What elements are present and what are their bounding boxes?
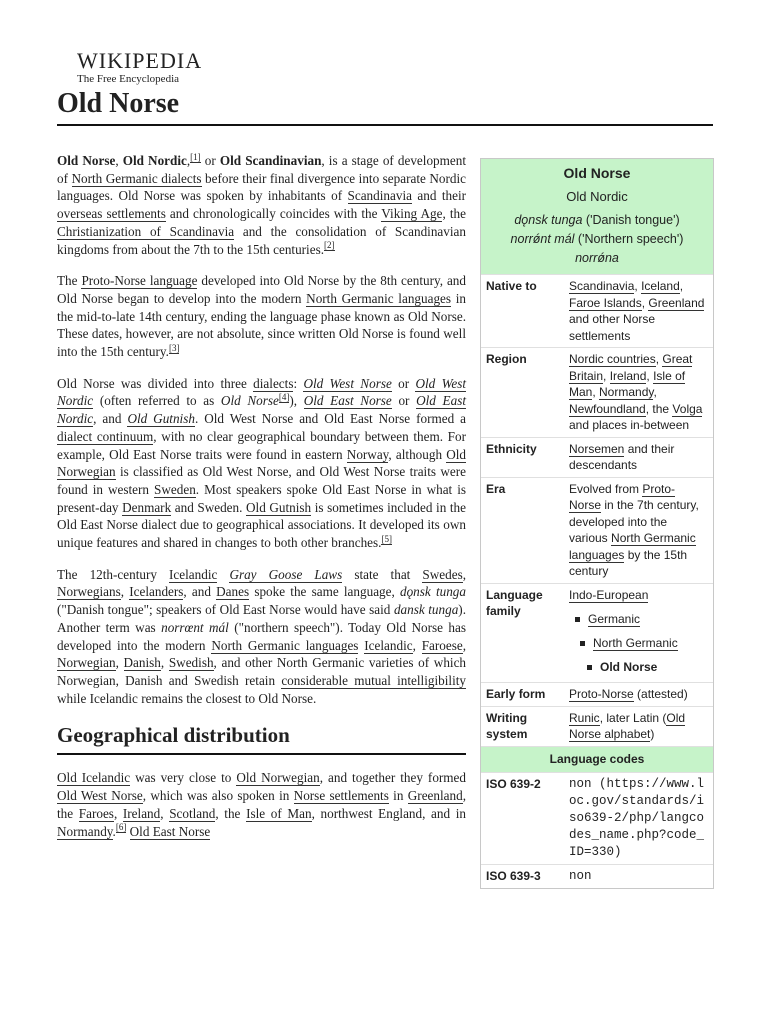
infobox-native-names: dǫnsk tunga ('Danish tongue') norrǿnt mál ('Northern speech') norrǿna [510,213,684,265]
title-rule [57,124,713,126]
infobox-row-ethnicity: Ethnicity Norsemen and their descendants [481,437,713,477]
article-link[interactable]: Danish [123,655,161,671]
italic-term: Old Norse [220,393,279,409]
article-link[interactable]: Norwegians [57,584,121,600]
article-link[interactable]: Viking Age [381,206,443,222]
infobox-link[interactable]: Volga [672,401,703,416]
article-link[interactable]: Denmark [122,499,172,515]
infobox-link[interactable]: Faroe Islands [569,295,642,310]
article-link[interactable]: Isle of Man [246,805,312,821]
infobox-row-early-form: Early form Proto-Norse (attested) [481,682,713,706]
article-link[interactable]: Sweden [154,481,196,497]
article-link[interactable]: North Germanic languages [211,637,359,653]
infobox-link[interactable]: Great Britain [569,352,693,383]
infobox-link[interactable]: Nordic countries [569,352,656,366]
infobox [480,158,714,889]
infobox-row-iso6393: ISO 639-3 non [481,864,713,888]
article-link[interactable]: Danes [216,584,250,600]
citation-link[interactable]: [1] [190,151,201,162]
infobox-row-iso6392: ISO 639-2 non (https://www.loc.gov/standards/iso639-2/php/langcodes_name.php?code_ID=330) [481,772,713,864]
logo-tagline: The Free Encyclopedia [77,73,180,85]
infobox-link[interactable]: Isle of Man [569,368,686,399]
intro-paragraph-4: The 12th-century Icelandic Gray Goose Laws state that Swedes, Norwegians, Icelanders, and Danes spoke the same language, dǫnsk tunga ("Danish tongue"; speakers of Old East Norse would have said dansk tunga). Another term was norrœnt mál ("northern speech"). Today Old Norse has developed into the modern North Germanic languages Icelandic, Faroese, Norwegian, Danish, Swedish, and other North Germanic varieties of which Norwegian, Danish and Swedish retain considerable mutual intelligibility while Icelandic remains the closest to Old Norse. [57,566,467,706]
article-link[interactable]: Norwegian [57,655,116,671]
bold-term: Old Scandinavian [219,153,322,168]
article-link[interactable]: Old East Norse [129,823,211,839]
intro-paragraph-3: Old Norse was divided into three dialects: Old West Norse or Old West Nordic (often referred to as Old Norse[4]), Old East Norse or Old East Nordic, and Old Gutnish. Old West Norse and Old East Norse formed a dialect continuum, with no clear geographical boundary between them. For example, Old East Norse traits were found in eastern Norway, although Old Norwegian is classified as Old West Norse, and Old West Norse traits were found in western Sweden. Most speakers spoke Old East Norse in what is present-day Denmark and Sweden. Old Gutnish is sometimes included in the Old East Norse dialect due to geographical associations. It developed its own unique features and shared in changes to both other branches.[5] [57,375,466,551]
article-link[interactable]: Old West Norse [57,788,143,804]
infobox-row-language-family: Language family Indo-European Germanic North Germanic Old Norse [481,583,713,683]
article-link[interactable]: dialects [253,375,294,391]
article-link[interactable]: Old West Nordic [57,375,466,409]
article-link[interactable]: Old Icelandic [57,770,131,786]
logo-wordmark: WIKIPEDIA [77,48,203,73]
infobox-link[interactable]: Indo-European [569,587,649,602]
intro-paragraph-1: Old Norse, Old Nordic,[1] or Old Scandinavian, is a stage of development of North Germanic dialects before their final divergence into separate Nordic languages. Old Norse was spoken by inhabitants of Scandinavia and their overseas settlements and chronologically coincides with the Viking Age, the Christianization of Scandinavia and the consolidation of Scandinavian kingdoms from about the 7th to the 15th centuries.[2] [57,151,467,257]
article-link[interactable]: Old Gutnish [246,499,312,515]
infobox-title: Old Norse [563,165,631,181]
article-link[interactable]: Swedish [168,655,214,671]
infobox-link[interactable]: Runic [569,710,600,725]
italic-term: dǫnsk tunga [399,584,466,600]
infobox-row-native-to: Native to Scandinavia, Iceland, Faroe Islands, Greenland and other Norse settlements [481,274,713,347]
family-item: North Germanic [569,631,707,655]
article-link[interactable]: Old Norwegian [57,446,466,480]
infobox-row-writing-system: Writing system Runic, later Latin (Old Norse alphabet) [481,706,713,746]
iso6392-value: non (https://www.loc.gov/standards/iso639-2/php/langcodes_name.php?code_ID=330) [569,777,705,859]
article-body [57,152,466,854]
infobox-link[interactable]: Scandinavia [569,279,635,293]
infobox-link[interactable]: Newfoundland [569,401,646,416]
infobox-link[interactable]: Iceland [641,279,680,293]
article-link[interactable]: Icelandic [169,566,218,582]
article-link[interactable]: Old Norwegian [236,770,320,786]
article-link[interactable]: Old East Norse [303,393,392,409]
infobox-subtitle: Old Nordic [566,189,628,204]
article-link[interactable]: dialect continuum [57,428,154,444]
article-link[interactable]: North Germanic dialects [71,170,202,186]
infobox-link[interactable]: Greenland [648,295,705,310]
article-link[interactable]: Norway [346,446,389,462]
citation-link[interactable]: [3] [168,342,180,353]
article-link[interactable]: Faroese [421,637,463,653]
article-link[interactable]: Old Gutnish [127,411,195,427]
article-link[interactable]: Christianization of Scandinavia [57,223,235,239]
infobox-link[interactable]: Ireland [609,368,647,383]
article-link[interactable]: Swedes [422,566,463,582]
infobox-link[interactable]: Normandy [599,385,654,399]
article-link[interactable]: considerable mutual intelligibility [281,672,466,688]
bold-term: Old Norse [57,153,116,168]
article-link[interactable]: Proto-Norse language [81,273,198,289]
article-link[interactable]: Old East Nordic [57,393,466,427]
bold-term: Old Nordic [122,153,187,168]
infobox-link[interactable]: Old Norse alphabet [569,710,686,741]
article-link[interactable]: overseas settlements [57,206,166,222]
infobox-row-region: Region Nordic countries, Great Britain, Ireland, Isle of Man, Normandy, Newfoundland, the Volga and places in-between [481,347,713,437]
article-link[interactable]: Old West Norse [303,375,392,391]
article-link[interactable]: Ireland [122,805,161,821]
article-link[interactable]: Faroes [78,805,114,821]
family-item-current: Old Norse [569,655,707,679]
citation-link[interactable]: [6] [115,822,127,833]
infobox-header [481,159,713,274]
family-tree [569,607,707,679]
family-item: Germanic [569,607,707,631]
page-title: Old Norse [57,88,180,119]
infobox-link[interactable]: Norsemen [569,441,625,456]
infobox-link[interactable]: Proto-Norse [569,481,676,512]
article-link[interactable]: Greenland [407,788,463,804]
section-paragraph-1: Old Icelandic was very close to Old Norwegian, and together they formed Old West Norse, which was also spoken in Norse settlements in Greenland, the Faroes, Ireland, Scotland, the Isle of Man, northwest England, and in Normandy.[6] Old East Norse [57,770,467,839]
article-link[interactable]: Icelandic [364,637,413,653]
section-heading: Geographical distribution [57,723,290,748]
article-link[interactable]: Icelanders [129,584,184,600]
infobox-link[interactable]: Proto-Norse [569,687,634,701]
article-link[interactable]: Scotland [169,805,216,821]
article-link[interactable]: Normandy [57,823,113,839]
infobox-row-era: Era Evolved from Proto-Norse in the 7th century, developed into the various North Germanic languages by the 15th century [481,477,713,583]
intro-paragraph-2: The Proto-Norse language developed into Old Norse by the 8th century, and Old Norse began to develop into the modern North Germanic languages in the mid-to-late 14th century, ending the language phase known as Old Norse. These dates, however, are not absolute, since written Old Norse is found well into the 15th century.[3] [57,273,466,360]
citation-link[interactable]: [4] [278,392,290,403]
section-rule [57,753,466,755]
citation-link[interactable]: [2] [324,240,335,251]
wikipedia-logo[interactable] [77,50,202,85]
article-link[interactable]: North Germanic languages [306,290,452,306]
infobox-link[interactable]: North Germanic languages [569,531,696,562]
iso6393-value: non [569,869,592,883]
article-link[interactable]: Gray Goose Laws [229,566,343,582]
italic-term: dansk tunga [393,602,459,618]
italic-term: norrœnt mál [161,619,229,635]
citation-link[interactable]: [5] [381,533,392,544]
article-link[interactable]: Norse settlements [293,788,389,804]
article-link[interactable]: Scandinavia [347,188,412,204]
infobox-section-language-codes: Language codes [481,746,713,773]
